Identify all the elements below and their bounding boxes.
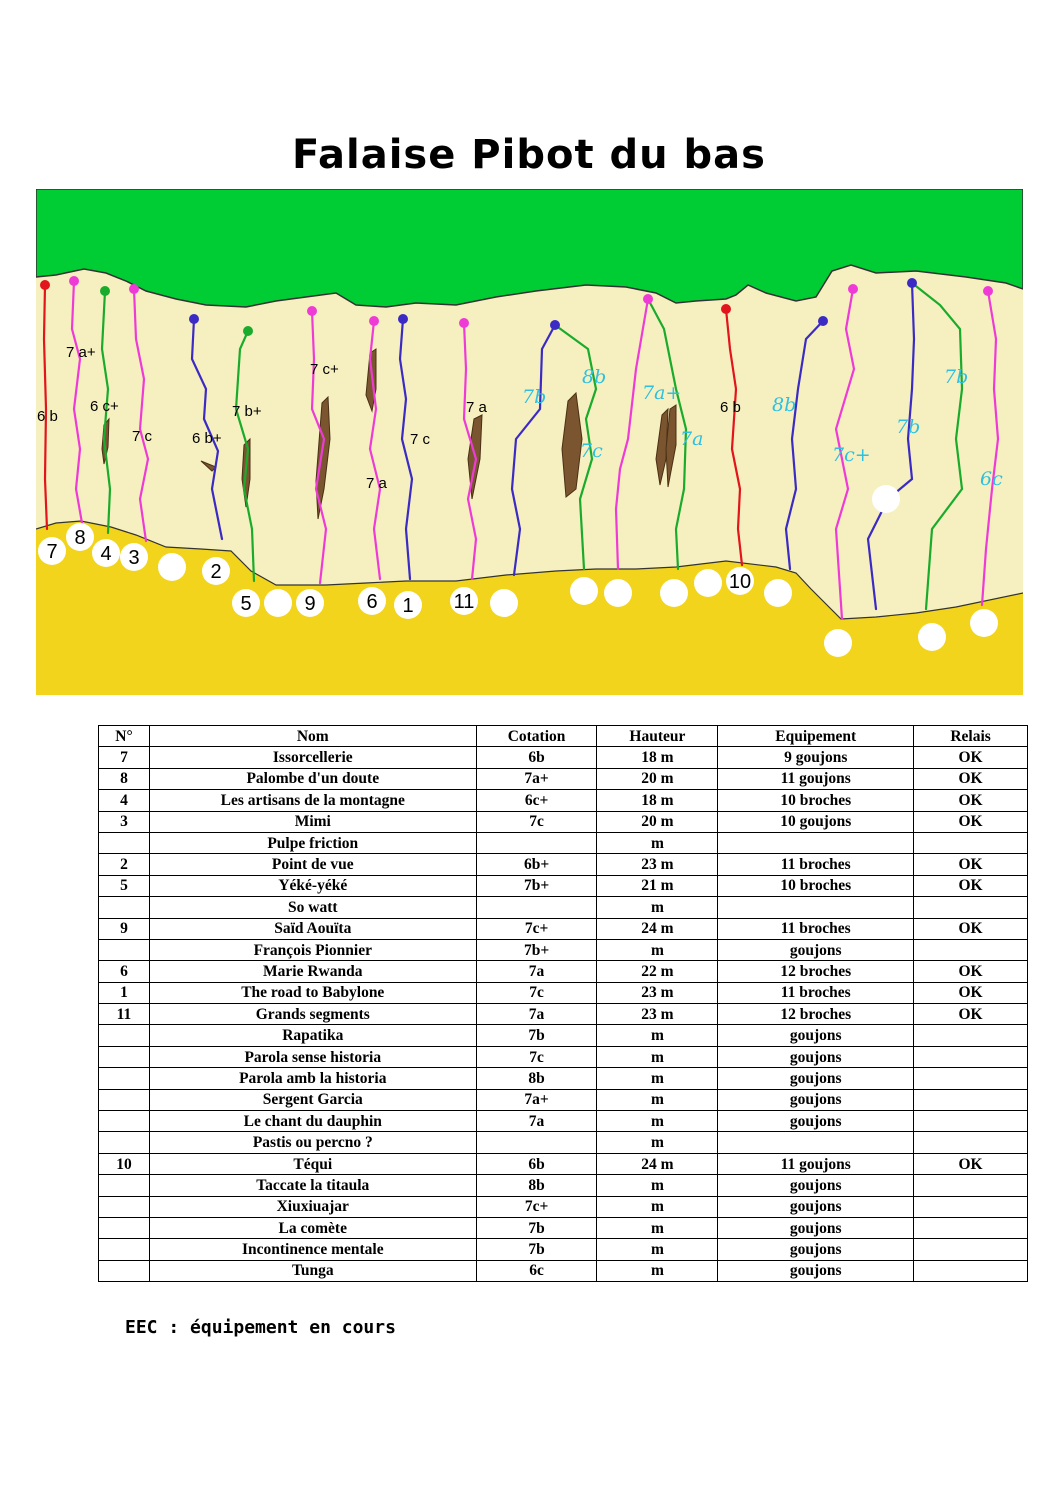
table-row bbox=[99, 982, 1028, 1003]
route-number: 5 bbox=[240, 593, 252, 615]
handwritten-label: 8b bbox=[772, 394, 797, 416]
handwritten-label: 7c+ bbox=[832, 444, 871, 466]
table-row bbox=[99, 1153, 1028, 1174]
cell-anchor bbox=[914, 1175, 1028, 1196]
page-title: Falaise Pibot du bas bbox=[292, 132, 766, 178]
grade-label: 7 c+ bbox=[310, 361, 339, 378]
cell-equipment: 12 broches bbox=[718, 961, 914, 982]
cell-name: So watt bbox=[149, 897, 476, 918]
cell-equipment bbox=[718, 832, 914, 853]
cell-grade bbox=[476, 832, 597, 853]
cell-grade: 6b bbox=[476, 1153, 597, 1174]
cell-anchor bbox=[914, 1089, 1028, 1110]
table-row bbox=[99, 1068, 1028, 1089]
cell-grade: 6c+ bbox=[476, 790, 597, 811]
cell-number: 3 bbox=[99, 811, 150, 832]
cell-height: 21 m bbox=[597, 875, 718, 896]
cell-name: Parola sense historia bbox=[149, 1046, 476, 1067]
cell-name: La comète bbox=[149, 1217, 476, 1238]
cell-name: Tunga bbox=[149, 1260, 476, 1281]
anchor-dot bbox=[550, 320, 560, 330]
cell-grade: 8b bbox=[476, 1068, 597, 1089]
route-number: 2 bbox=[210, 561, 222, 583]
column-header-number: N° bbox=[99, 726, 150, 747]
cell-number: 7 bbox=[99, 747, 150, 768]
cell-anchor: OK bbox=[914, 1153, 1028, 1174]
anchor-dot bbox=[129, 284, 139, 294]
cell-number: 2 bbox=[99, 854, 150, 875]
start-marker bbox=[490, 589, 518, 617]
cell-anchor bbox=[914, 1217, 1028, 1238]
cell-grade: 7b bbox=[476, 1025, 597, 1046]
cell-name: The road to Babylone bbox=[149, 982, 476, 1003]
cell-equipment: goujons bbox=[718, 1068, 914, 1089]
grade-label: 6 b+ bbox=[192, 430, 222, 447]
cell-grade bbox=[476, 1132, 597, 1153]
cell-anchor: OK bbox=[914, 875, 1028, 896]
cell-name: Téqui bbox=[149, 1153, 476, 1174]
cell-height: 18 m bbox=[597, 790, 718, 811]
cell-height: m bbox=[597, 1239, 718, 1260]
cell-number: 1 bbox=[99, 982, 150, 1003]
cell-name: Saïd Aouïta bbox=[149, 918, 476, 939]
anchor-dot bbox=[369, 316, 379, 326]
cell-anchor bbox=[914, 832, 1028, 853]
cell-name: Rapatika bbox=[149, 1025, 476, 1046]
grade-label: 7 a bbox=[466, 399, 487, 416]
table-row bbox=[99, 747, 1028, 768]
grade-label: 7 b+ bbox=[232, 403, 262, 420]
cell-grade: 7a bbox=[476, 1004, 597, 1025]
cell-grade: 6b bbox=[476, 747, 597, 768]
cell-equipment: 11 broches bbox=[718, 982, 914, 1003]
cell-name: Issorcellerie bbox=[149, 747, 476, 768]
column-header-name: Nom bbox=[149, 726, 476, 747]
table-row bbox=[99, 939, 1028, 960]
cell-name: Parola amb la historia bbox=[149, 1068, 476, 1089]
grade-label: 7 a bbox=[366, 475, 387, 492]
grade-label: 7 c bbox=[410, 431, 431, 448]
cell-number bbox=[99, 939, 150, 960]
cell-number: 6 bbox=[99, 961, 150, 982]
cell-name: Marie Rwanda bbox=[149, 961, 476, 982]
cell-equipment bbox=[718, 1132, 914, 1153]
cell-height: m bbox=[597, 1132, 718, 1153]
route-number: 1 bbox=[402, 595, 414, 617]
table-row bbox=[99, 1217, 1028, 1238]
cell-equipment: 11 goujons bbox=[718, 768, 914, 789]
cell-equipment: goujons bbox=[718, 1046, 914, 1067]
cell-anchor: OK bbox=[914, 1004, 1028, 1025]
anchor-dot bbox=[189, 314, 199, 324]
handwritten-label: 7c bbox=[580, 440, 603, 462]
cell-grade: 7c bbox=[476, 1046, 597, 1067]
cell-height: 20 m bbox=[597, 811, 718, 832]
cell-anchor bbox=[914, 1260, 1028, 1281]
cell-height: 20 m bbox=[597, 768, 718, 789]
cell-name: Mimi bbox=[149, 811, 476, 832]
cell-number bbox=[99, 1239, 150, 1260]
cell-height: m bbox=[597, 1068, 718, 1089]
cell-number bbox=[99, 1196, 150, 1217]
cell-anchor: OK bbox=[914, 790, 1028, 811]
start-marker bbox=[918, 623, 946, 651]
handwritten-label: 6c bbox=[980, 468, 1003, 490]
cell-equipment: 11 goujons bbox=[718, 1153, 914, 1174]
table-row bbox=[99, 897, 1028, 918]
cell-number: 11 bbox=[99, 1004, 150, 1025]
crag-topo-drawing bbox=[36, 189, 1023, 695]
cell-number bbox=[99, 1089, 150, 1110]
cell-anchor: OK bbox=[914, 811, 1028, 832]
cell-equipment: 10 broches bbox=[718, 790, 914, 811]
column-header-equipment: Equipement bbox=[718, 726, 914, 747]
table-row bbox=[99, 1132, 1028, 1153]
anchor-dot bbox=[848, 284, 858, 294]
cell-anchor bbox=[914, 1111, 1028, 1132]
table-row bbox=[99, 1025, 1028, 1046]
anchor-dot bbox=[243, 326, 253, 336]
cell-equipment bbox=[718, 897, 914, 918]
cell-number bbox=[99, 1217, 150, 1238]
start-marker bbox=[660, 579, 688, 607]
cell-equipment: goujons bbox=[718, 1175, 914, 1196]
table-row bbox=[99, 1175, 1028, 1196]
cell-height: m bbox=[597, 939, 718, 960]
cell-equipment: goujons bbox=[718, 939, 914, 960]
cell-height: 23 m bbox=[597, 982, 718, 1003]
cell-name: Palombe d'un doute bbox=[149, 768, 476, 789]
routes-table-body bbox=[99, 747, 1028, 1282]
cell-number bbox=[99, 897, 150, 918]
handwritten-label: 7b bbox=[522, 386, 547, 408]
cell-number bbox=[99, 1025, 150, 1046]
cell-grade: 7b bbox=[476, 1239, 597, 1260]
start-marker bbox=[570, 577, 598, 605]
table-row bbox=[99, 918, 1028, 939]
anchor-dot bbox=[818, 316, 828, 326]
cell-height: 24 m bbox=[597, 1153, 718, 1174]
cell-equipment: goujons bbox=[718, 1260, 914, 1281]
routes-table bbox=[98, 725, 1028, 1282]
cell-grade: 7b+ bbox=[476, 875, 597, 896]
grade-label: 6 c+ bbox=[90, 398, 119, 415]
cell-height: m bbox=[597, 1046, 718, 1067]
table-row bbox=[99, 1239, 1028, 1260]
cell-name: Xiuxiuajar bbox=[149, 1196, 476, 1217]
table-row bbox=[99, 1004, 1028, 1025]
cell-grade: 6b+ bbox=[476, 854, 597, 875]
cell-height: m bbox=[597, 1025, 718, 1046]
cell-anchor bbox=[914, 1025, 1028, 1046]
grade-label: 7 c bbox=[132, 428, 153, 445]
cell-name: Taccate la titaula bbox=[149, 1175, 476, 1196]
cell-grade: 7b bbox=[476, 1217, 597, 1238]
cell-height: m bbox=[597, 832, 718, 853]
route-number: 10 bbox=[728, 571, 752, 593]
start-marker bbox=[970, 609, 998, 637]
cell-grade: 7c bbox=[476, 982, 597, 1003]
table-row bbox=[99, 854, 1028, 875]
start-marker bbox=[694, 569, 722, 597]
cell-anchor bbox=[914, 1239, 1028, 1260]
cell-height: 24 m bbox=[597, 918, 718, 939]
cell-name: Pastis ou percno ? bbox=[149, 1132, 476, 1153]
handwritten-label: 7a bbox=[680, 428, 704, 450]
cell-grade: 7b+ bbox=[476, 939, 597, 960]
cell-grade: 7a+ bbox=[476, 1089, 597, 1110]
cell-height: 23 m bbox=[597, 1004, 718, 1025]
column-header-anchor: Relais bbox=[914, 726, 1028, 747]
route-number: 6 bbox=[366, 591, 378, 613]
start-marker bbox=[158, 553, 186, 581]
cell-number: 8 bbox=[99, 768, 150, 789]
cell-anchor: OK bbox=[914, 768, 1028, 789]
table-row bbox=[99, 1260, 1028, 1281]
cell-name: Les artisans de la montagne bbox=[149, 790, 476, 811]
cell-name: Pulpe friction bbox=[149, 832, 476, 853]
handwritten-label: 7b bbox=[944, 366, 969, 388]
cell-number bbox=[99, 832, 150, 853]
cell-anchor bbox=[914, 1196, 1028, 1217]
cell-name: Point de vue bbox=[149, 854, 476, 875]
cell-grade: 6c bbox=[476, 1260, 597, 1281]
cell-name: Yéké-yéké bbox=[149, 875, 476, 896]
anchor-dot bbox=[721, 304, 731, 314]
start-marker bbox=[872, 485, 900, 513]
cell-number: 5 bbox=[99, 875, 150, 896]
cell-name: Grands segments bbox=[149, 1004, 476, 1025]
anchor-dot bbox=[643, 294, 653, 304]
cell-number bbox=[99, 1068, 150, 1089]
cell-name: Sergent Garcia bbox=[149, 1089, 476, 1110]
cell-grade bbox=[476, 897, 597, 918]
anchor-dot bbox=[40, 280, 50, 290]
cell-anchor: OK bbox=[914, 918, 1028, 939]
table-row bbox=[99, 875, 1028, 896]
cell-name: Le chant du dauphin bbox=[149, 1111, 476, 1132]
start-marker bbox=[604, 579, 632, 607]
grade-label: 6 b bbox=[37, 408, 58, 425]
cell-height: m bbox=[597, 1089, 718, 1110]
cell-number bbox=[99, 1046, 150, 1067]
cell-equipment: goujons bbox=[718, 1239, 914, 1260]
cell-equipment: goujons bbox=[718, 1196, 914, 1217]
cell-height: m bbox=[597, 1111, 718, 1132]
start-marker bbox=[824, 629, 852, 657]
column-header-grade: Cotation bbox=[476, 726, 597, 747]
table-row bbox=[99, 811, 1028, 832]
cell-equipment: 11 broches bbox=[718, 918, 914, 939]
table-row bbox=[99, 1196, 1028, 1217]
cell-anchor bbox=[914, 1046, 1028, 1067]
route-number: 4 bbox=[100, 543, 112, 565]
cell-equipment: 10 goujons bbox=[718, 811, 914, 832]
route-number: 9 bbox=[304, 593, 316, 615]
cell-equipment: goujons bbox=[718, 1025, 914, 1046]
anchor-dot bbox=[398, 314, 408, 324]
cell-equipment: 12 broches bbox=[718, 1004, 914, 1025]
footnote: EEC : équipement en cours bbox=[125, 1317, 396, 1338]
cell-anchor bbox=[914, 939, 1028, 960]
cell-anchor: OK bbox=[914, 854, 1028, 875]
table-row bbox=[99, 1089, 1028, 1110]
cell-grade: 7a bbox=[476, 961, 597, 982]
handwritten-label: 7b bbox=[896, 416, 921, 438]
cell-anchor bbox=[914, 1132, 1028, 1153]
table-row bbox=[99, 768, 1028, 789]
cell-anchor bbox=[914, 1068, 1028, 1089]
route-number: 3 bbox=[128, 547, 140, 569]
cell-anchor: OK bbox=[914, 747, 1028, 768]
table-row bbox=[99, 790, 1028, 811]
anchor-dot bbox=[307, 306, 317, 316]
cell-equipment: goujons bbox=[718, 1089, 914, 1110]
table-header-row bbox=[99, 726, 1028, 747]
table-row bbox=[99, 961, 1028, 982]
cell-grade: 7a bbox=[476, 1111, 597, 1132]
cell-number bbox=[99, 1132, 150, 1153]
cell-name: Incontinence mentale bbox=[149, 1239, 476, 1260]
cell-equipment: goujons bbox=[718, 1217, 914, 1238]
grade-label: 7 a+ bbox=[66, 344, 96, 361]
cell-equipment: 9 goujons bbox=[718, 747, 914, 768]
cell-number: 9 bbox=[99, 918, 150, 939]
cell-equipment: 11 broches bbox=[718, 854, 914, 875]
start-marker bbox=[264, 589, 292, 617]
cell-anchor: OK bbox=[914, 982, 1028, 1003]
cell-equipment: 10 broches bbox=[718, 875, 914, 896]
start-marker bbox=[764, 579, 792, 607]
anchor-dot bbox=[459, 318, 469, 328]
cell-height: m bbox=[597, 1175, 718, 1196]
cell-number: 4 bbox=[99, 790, 150, 811]
cell-height: m bbox=[597, 1196, 718, 1217]
cell-height: m bbox=[597, 897, 718, 918]
cell-grade: 7c+ bbox=[476, 1196, 597, 1217]
cell-equipment: goujons bbox=[718, 1111, 914, 1132]
route-number: 8 bbox=[74, 527, 86, 549]
cell-grade: 7a+ bbox=[476, 768, 597, 789]
cell-grade: 8b bbox=[476, 1175, 597, 1196]
cell-name: François Pionnier bbox=[149, 939, 476, 960]
cell-height: 23 m bbox=[597, 854, 718, 875]
cell-anchor: OK bbox=[914, 961, 1028, 982]
route-number: 11 bbox=[453, 591, 475, 613]
grade-label: 6 b bbox=[720, 399, 741, 416]
route-number: 7 bbox=[46, 541, 58, 563]
cell-grade: 7c+ bbox=[476, 918, 597, 939]
anchor-dot bbox=[100, 286, 110, 296]
column-header-height: Hauteur bbox=[597, 726, 718, 747]
table-row bbox=[99, 832, 1028, 853]
cell-height: m bbox=[597, 1260, 718, 1281]
cell-height: 18 m bbox=[597, 747, 718, 768]
cell-number: 10 bbox=[99, 1153, 150, 1174]
handwritten-label: 8b bbox=[582, 366, 607, 388]
cell-anchor bbox=[914, 897, 1028, 918]
anchor-dot bbox=[983, 286, 993, 296]
anchor-dot bbox=[69, 276, 79, 286]
cell-number bbox=[99, 1111, 150, 1132]
cell-grade: 7c bbox=[476, 811, 597, 832]
cell-number bbox=[99, 1175, 150, 1196]
cell-height: 22 m bbox=[597, 961, 718, 982]
anchor-dot bbox=[907, 278, 917, 288]
table-row bbox=[99, 1046, 1028, 1067]
cell-height: m bbox=[597, 1217, 718, 1238]
cell-number bbox=[99, 1260, 150, 1281]
table-row bbox=[99, 1111, 1028, 1132]
handwritten-label: 7a+ bbox=[642, 382, 682, 404]
